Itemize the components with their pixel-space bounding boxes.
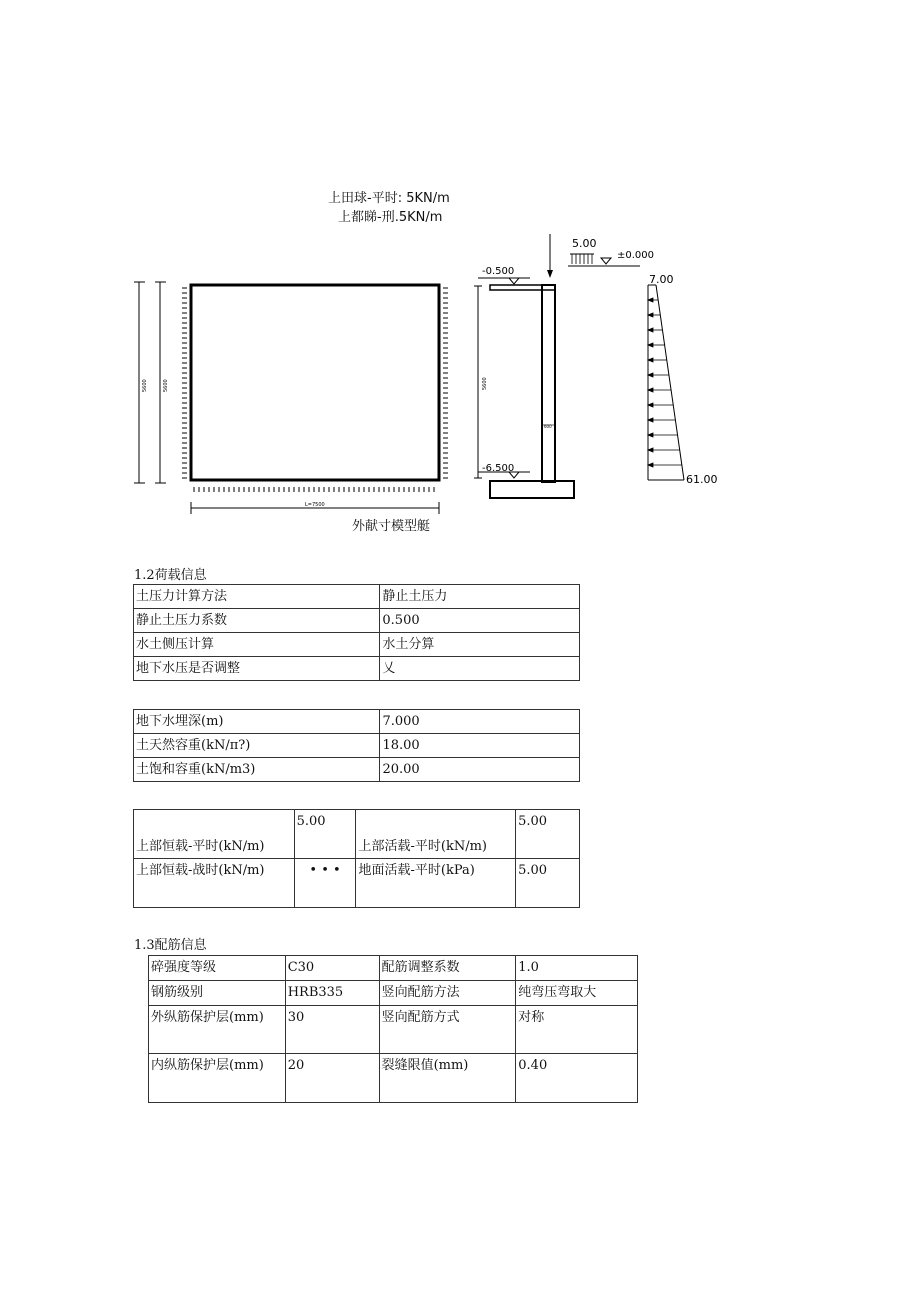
cell: 配筋调整系数: [379, 956, 516, 981]
pressure-arrow: [648, 418, 653, 422]
cell: 地下水压是否调整: [134, 657, 380, 681]
section-small: 600: [544, 424, 552, 429]
cell: 静止土压力系数: [134, 609, 380, 633]
cell: 18.00: [380, 734, 580, 758]
cell: 裂缝限值(mm): [379, 1054, 516, 1103]
cell: 上部活载-平时(kN/m): [356, 810, 516, 859]
cell: • • •: [294, 859, 356, 908]
cell: 5.00: [516, 810, 580, 859]
table-row: [149, 981, 638, 1006]
cell: 20: [285, 1054, 379, 1103]
pressure-arrow: [648, 358, 653, 362]
cell: 纯弯压弯取大: [516, 981, 638, 1006]
table-row: [134, 859, 580, 908]
pressure-arrow: [648, 298, 653, 302]
cell: 地下水埋深(m): [134, 710, 380, 734]
dim-height-inner: 5600: [163, 379, 169, 392]
dim-height-outer: 5600: [142, 379, 148, 392]
table-row: [149, 956, 638, 981]
pressure-bottom: 61.00: [686, 473, 718, 486]
cell: 5.00: [516, 859, 580, 908]
top-label-2: 上都睇-刑.5KN/m: [338, 210, 443, 225]
table-row: [134, 609, 580, 633]
pressure-arrow: [648, 463, 653, 467]
cell: 对称: [516, 1006, 638, 1054]
cell: 钢筋级别: [149, 981, 286, 1006]
table-row: [134, 758, 580, 782]
cell: 竖向配筋方式: [379, 1006, 516, 1054]
table-row: [149, 1054, 638, 1103]
load-info-heading: 1.2荷载信息: [134, 568, 207, 583]
figure-caption: 外献寸模型艇: [352, 519, 431, 534]
rebar-table: [148, 955, 638, 1103]
table-row: [134, 710, 580, 734]
load-table-2: [133, 709, 580, 782]
cell: 20.00: [380, 758, 580, 782]
cell: 竖向配筋方法: [379, 981, 516, 1006]
section-dim: 5600: [482, 377, 488, 390]
table-row: [134, 734, 580, 758]
pressure-top: 7.00: [649, 273, 674, 286]
cell: 土压力计算方法: [134, 585, 380, 609]
pressure-arrow: [648, 328, 653, 332]
top-label-1: 上田球-平时: 5KN/m: [328, 191, 450, 206]
pressure-arrow: [648, 403, 653, 407]
cell: 水土分算: [380, 633, 580, 657]
load-table-1: [133, 584, 580, 681]
cell: 外纵筋保护层(mm): [149, 1006, 286, 1054]
table-row: [134, 810, 580, 859]
level-bottom: -6.500: [482, 463, 515, 474]
rebar-info-heading: 1.3配筋信息: [134, 938, 207, 953]
top-value: 5.00: [572, 237, 597, 250]
table-row: [134, 585, 580, 609]
cell: 土饱和容重(kN/m3): [134, 758, 380, 782]
level-top: -0.500: [482, 266, 515, 277]
table-row: [134, 657, 580, 681]
cell: 地面活载-平时(kPa): [356, 859, 516, 908]
cell: 静止土压力: [380, 585, 580, 609]
cell: 1.0: [516, 956, 638, 981]
load-table-3: [133, 809, 580, 908]
ground-level: ±0.000: [617, 250, 655, 261]
cell: 乂: [380, 657, 580, 681]
wall-frame: [191, 285, 439, 480]
cell: 上部恒载-平时(kN/m): [134, 810, 295, 859]
table-row: [149, 1006, 638, 1054]
cell: 0.40: [516, 1054, 638, 1103]
cell: 土天然容重(kN/π?): [134, 734, 380, 758]
pressure-arrow: [648, 433, 653, 437]
pressure-arrow: [648, 313, 653, 317]
pressure-arrow: [648, 448, 653, 452]
pressure-arrow: [648, 373, 653, 377]
structure-diagram: [0, 0, 920, 540]
cell: 0.500: [380, 609, 580, 633]
cell: 内纵筋保护层(mm): [149, 1054, 286, 1103]
cell: C30: [285, 956, 379, 981]
cell: 5.00: [294, 810, 356, 859]
cell: 30: [285, 1006, 379, 1054]
cell: 水土侧压计算: [134, 633, 380, 657]
table-row: [134, 633, 580, 657]
pressure-arrow: [648, 343, 653, 347]
cell: 碎强度等级: [149, 956, 286, 981]
pressure-arrow: [648, 388, 653, 392]
cell: 7.000: [380, 710, 580, 734]
cell: 上部恒载-战时(kN/m): [134, 859, 295, 908]
cell: HRB335: [285, 981, 379, 1006]
dim-width: L=7500: [305, 502, 325, 508]
